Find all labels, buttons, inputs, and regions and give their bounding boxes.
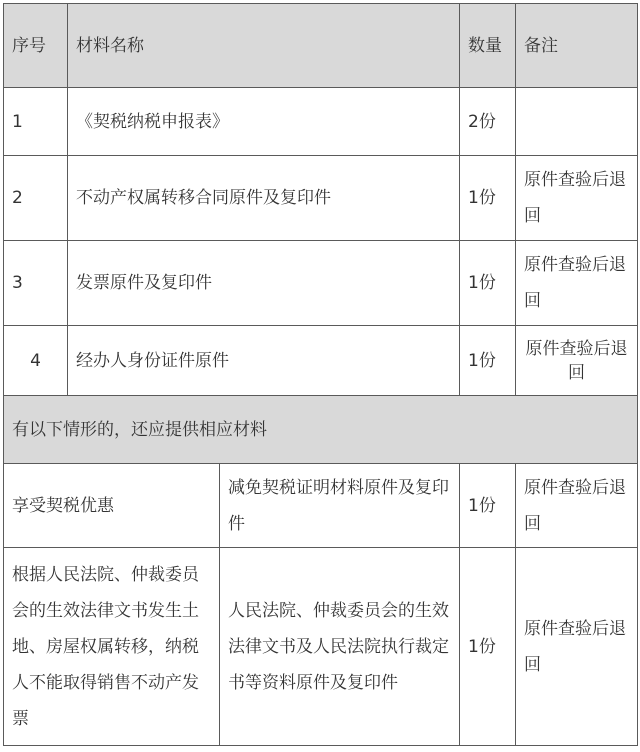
table-row <box>4 464 638 548</box>
row-index: 1 <box>4 88 68 156</box>
row-remark: 原件查验后退回 <box>516 464 638 548</box>
table-row <box>4 326 638 396</box>
row-quantity: 1份 <box>460 241 516 326</box>
row-remark <box>516 88 638 156</box>
row-quantity: 1份 <box>460 156 516 241</box>
row-quantity: 1份 <box>460 548 516 746</box>
row-material-name: 《契税纳税申报表》 <box>68 88 460 156</box>
table-row <box>4 548 638 746</box>
row-index: 2 <box>4 156 68 241</box>
section-header-row <box>4 396 638 464</box>
table-header-row <box>4 4 638 88</box>
row-remark: 原件查验后退回 <box>516 241 638 326</box>
section-title: 有以下情形的，还应提供相应材料 <box>4 396 638 464</box>
materials-table <box>3 3 638 746</box>
row-material-name: 不动产权属转移合同原件及复印件 <box>68 156 460 241</box>
header-remark: 备注 <box>516 4 638 88</box>
row-quantity: 1份 <box>460 326 516 396</box>
row-index: 3 <box>4 241 68 326</box>
row-material-name: 人民法院、仲裁委员会的生效法律文书及人民法院执行裁定书等资料原件及复印件 <box>220 548 460 746</box>
row-remark: 原件查验后退回 <box>516 326 638 396</box>
row-quantity: 2份 <box>460 88 516 156</box>
row-quantity: 1份 <box>460 464 516 548</box>
row-index: 4 <box>4 326 68 396</box>
header-quantity: 数量 <box>460 4 516 88</box>
row-remark: 原件查验后退回 <box>516 548 638 746</box>
row-condition: 享受契税优惠 <box>4 464 220 548</box>
header-material-name: 材料名称 <box>68 4 460 88</box>
table-row <box>4 156 638 241</box>
row-condition: 根据人民法院、仲裁委员会的生效法律文书发生土地、房屋权属转移，纳税人不能取得销售不动产发票 <box>4 548 220 746</box>
row-material-name: 减免契税证明材料原件及复印件 <box>220 464 460 548</box>
table-row <box>4 241 638 326</box>
row-material-name: 经办人身份证件原件 <box>68 326 460 396</box>
row-material-name: 发票原件及复印件 <box>68 241 460 326</box>
header-index: 序号 <box>4 4 68 88</box>
row-remark: 原件查验后退回 <box>516 156 638 241</box>
table-row <box>4 88 638 156</box>
